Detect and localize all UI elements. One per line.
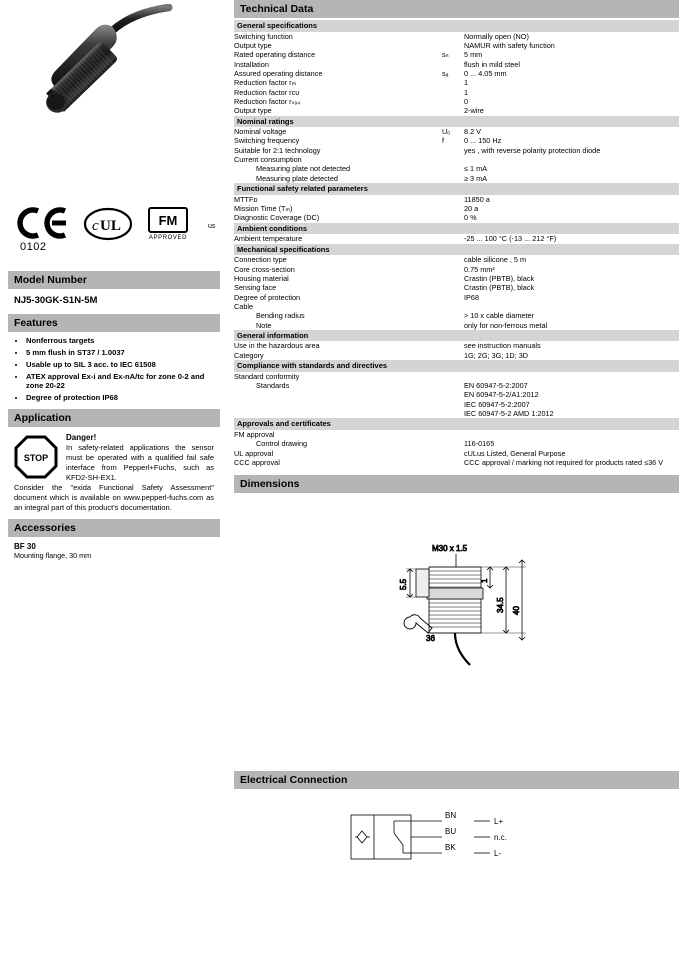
table-cell-symbol	[442, 351, 464, 360]
terminal-nc: n.c.	[494, 833, 507, 843]
table-cell-value: 20 a	[464, 204, 479, 214]
list-item: • ATEX approval Ex-i and Ex-nA/tc for zone 0-2 and zone 20-22	[26, 372, 220, 391]
table-cell-value: cable silicone , 5 m	[464, 255, 527, 265]
wire-code-bk: BK	[445, 843, 456, 853]
table-cell-value: CCC approval / marking not required for products rated ≤36 V	[464, 457, 664, 467]
technical-data-heading: Technical Data	[234, 0, 679, 18]
table-cell-symbol	[442, 321, 464, 330]
table-row	[234, 146, 679, 155]
dim-40: 40	[512, 606, 521, 616]
technical-data-table	[234, 20, 679, 467]
table-cell-symbol	[442, 430, 464, 439]
table-cell-symbol	[442, 265, 464, 274]
table-cell-value: 0 ... 150 Hz	[464, 136, 502, 146]
table-cell-label: Cable	[234, 301, 254, 311]
table-cell-symbol	[442, 293, 464, 302]
table-row	[234, 274, 679, 283]
table-row	[234, 449, 679, 458]
table-cell-value: 116-0165	[464, 439, 495, 449]
right-column	[234, 0, 685, 959]
table-cell-symbol	[442, 302, 464, 311]
table-row	[234, 164, 679, 173]
table-row	[234, 50, 679, 59]
table-row	[234, 213, 679, 222]
list-item: • Degree of protection IP68	[26, 393, 220, 402]
table-cell-value: Crastin (PBTB), black	[464, 273, 535, 283]
table-cell-value	[464, 302, 679, 311]
table-row	[234, 127, 679, 136]
table-row	[234, 106, 679, 115]
table-cell-label: Ambient temperature	[234, 234, 303, 244]
table-cell-symbol: sₙ	[442, 50, 449, 60]
table-group-label: Compliance with standards and directives	[234, 360, 679, 372]
table-cell-label: Suitable for 2:1 technology	[234, 145, 321, 155]
table-cell-value: 0 ... 4.05 mm	[464, 68, 507, 78]
table-cell-label: Connection type	[234, 255, 287, 265]
terminal-lminus: L-	[494, 849, 502, 859]
dim-36: 36	[426, 634, 435, 644]
table-cell-value: 0	[464, 96, 469, 106]
table-cell-label: Switching frequency	[234, 136, 300, 146]
dimensions-drawing	[234, 495, 679, 763]
table-cell-value: Normally open (NO)	[464, 31, 529, 41]
table-row	[234, 155, 679, 164]
table-cell-label: Standards	[256, 381, 290, 390]
table-cell-label: Sensing face	[234, 283, 277, 293]
table-cell-value: ≥ 3 mA	[464, 173, 488, 183]
table-row	[234, 341, 679, 350]
table-group-label: Approvals and certificates	[234, 418, 679, 430]
table-cell-symbol	[442, 311, 464, 320]
table-cell-label: Diagnostic Coverage (DC)	[234, 213, 320, 223]
table-cell-value: 1G; 2G; 3G; 1D; 3D	[464, 350, 529, 360]
wire-code-bu: BU	[445, 827, 457, 837]
fm-box: FM	[148, 207, 188, 233]
table-row	[234, 321, 679, 330]
table-cell-value: flush in mild steel	[464, 59, 520, 69]
table-cell-symbol	[442, 439, 464, 448]
certification-marks	[8, 203, 220, 265]
model-number-value: NJ5-30GK-S1N-5M	[14, 295, 98, 306]
product-photo	[8, 4, 220, 199]
table-row	[234, 69, 679, 78]
table-cell-value: ≤ 1 mA	[464, 164, 488, 174]
table-row	[234, 60, 679, 69]
table-row	[234, 265, 679, 274]
table-row	[234, 458, 679, 467]
table-cell-symbol	[442, 78, 464, 87]
wire-code-bn: BN	[445, 811, 457, 821]
table-cell-label: Control drawing	[256, 439, 308, 449]
accessory-description: Mounting flange, 30 mm	[14, 551, 92, 561]
table-cell-value: Crastin (PBTB), black	[464, 283, 535, 293]
list-item: • Usable up to SIL 3 acc. to IEC 61508	[26, 360, 220, 369]
table-cell-value	[464, 430, 679, 439]
table-cell-label: Bending radius	[256, 311, 305, 321]
table-cell-label: Installation	[234, 59, 269, 69]
table-cell-symbol	[442, 41, 464, 50]
table-row	[234, 136, 679, 145]
table-cell-symbol: Uₒ	[442, 127, 451, 137]
table-cell-label: Output type	[234, 106, 272, 116]
table-group-label: General specifications	[234, 20, 679, 32]
table-row	[234, 174, 679, 183]
table-group-row	[234, 418, 679, 430]
table-row	[234, 234, 679, 243]
table-cell-label: Assured operating distance	[234, 68, 323, 78]
table-row	[234, 372, 679, 381]
model-number-heading: Model Number	[8, 271, 220, 289]
table-cell-symbol	[442, 146, 464, 155]
table-cell-value	[464, 372, 679, 381]
table-cell-value: -25 ... 100 °C (-13 ... 212 °F)	[464, 234, 557, 244]
table-row	[234, 351, 679, 360]
table-cell-symbol	[442, 449, 464, 458]
table-cell-label: Measuring plate detected	[256, 173, 338, 183]
table-cell-symbol	[442, 60, 464, 69]
table-group-row	[234, 244, 679, 256]
table-cell-label: Reduction factor rᴄᴜ	[234, 87, 300, 97]
table-cell-symbol	[442, 283, 464, 292]
table-row	[234, 311, 679, 320]
table-cell-value: EN 60947-5-2:2007 EN 60947-5-2/A1:2012 IEC 60947-5-2:2007 IEC 60947-5-2 AMD 1:2012	[464, 381, 554, 418]
table-cell-symbol: sₐ	[442, 68, 449, 78]
electrical-connection-drawing	[234, 791, 679, 891]
table-cell-label: Switching function	[234, 31, 293, 41]
table-cell-symbol	[442, 97, 464, 106]
table-row	[234, 32, 679, 41]
danger-text-2: Consider the "exida Functional Safety Assessment" document which is available on www.pepperl-fuchs.com as an integral part of this product's documentation.	[14, 483, 214, 513]
table-cell-symbol	[442, 341, 464, 350]
table-group-label: Functional safety related parameters	[234, 183, 679, 195]
table-group-label: Ambient conditions	[234, 223, 679, 235]
svg-text:STOP: STOP	[23, 452, 49, 463]
table-cell-label: Note	[256, 320, 272, 330]
table-cell-value: NAMUR with safety function	[464, 40, 555, 50]
table-cell-label: UL approval	[234, 448, 274, 458]
table-cell-label: Nominal voltage	[234, 127, 287, 137]
table-row	[234, 439, 679, 448]
table-row	[234, 78, 679, 87]
table-group-row	[234, 20, 679, 32]
dim-1: 1	[480, 578, 489, 584]
table-cell-label: MTTFᴅ	[234, 194, 258, 204]
svg-text:UL: UL	[100, 218, 121, 234]
table-cell-symbol	[442, 372, 464, 381]
table-cell-value: 2-wire	[464, 106, 484, 116]
table-cell-label: Housing material	[234, 273, 289, 283]
table-row	[234, 97, 679, 106]
application-heading: Application	[8, 409, 220, 427]
accessory-name: BF 30	[14, 542, 36, 552]
danger-text: In safety-related applications the sensor must be operated with a qualified fail safe interface from Pepperl+Fuchs, such as KFD2-SH-EX1.	[66, 442, 214, 482]
table-cell-label: Category	[234, 350, 264, 360]
left-column	[0, 0, 228, 959]
table-row	[234, 293, 679, 302]
table-row	[234, 430, 679, 439]
svg-text:c: c	[92, 218, 99, 234]
table-cell-symbol	[442, 234, 464, 243]
table-cell-label: Degree of protection	[234, 292, 301, 302]
table-cell-label: Reduction factor rₛ₉₄	[234, 96, 301, 106]
electrical-connection-heading: Electrical Connection	[234, 771, 679, 789]
stop-sign-icon	[14, 435, 58, 481]
table-cell-symbol	[442, 255, 464, 264]
table-cell-symbol: f	[442, 136, 445, 146]
table-cell-symbol	[442, 274, 464, 283]
table-cell-label: Core cross-section	[234, 264, 295, 274]
table-row	[234, 283, 679, 292]
ul-us-suffix: us	[208, 223, 216, 230]
table-group-label: Mechanical specifications	[234, 244, 679, 256]
table-row	[234, 41, 679, 50]
dimensions-heading: Dimensions	[234, 475, 679, 493]
table-row	[234, 88, 679, 97]
fm-approved-label: APPROVED	[148, 235, 188, 241]
table-cell-value: 1	[464, 87, 469, 97]
table-cell-value: 5 mm	[464, 50, 483, 60]
table-row	[234, 255, 679, 264]
accessories-heading: Accessories	[8, 519, 220, 537]
table-group-label: General information	[234, 330, 679, 342]
table-cell-symbol	[442, 195, 464, 204]
ce-mark-icon	[16, 207, 68, 241]
features-heading: Features	[8, 314, 220, 332]
table-cell-label: CCC approval	[234, 457, 280, 467]
table-cell-label: Rated operating distance	[234, 50, 316, 60]
dim-5-5: 5.5	[399, 579, 408, 591]
table-cell-symbol	[442, 164, 464, 173]
table-cell-label: Current consumption	[234, 155, 302, 165]
table-cell-value: 11850 a	[464, 194, 490, 204]
fm-mark-icon	[148, 207, 192, 241]
dim-thread-label: M30 x 1.5	[432, 544, 468, 554]
table-cell-value: 8.2 V	[464, 127, 482, 137]
table-cell-value: see instruction manuals	[464, 341, 541, 351]
danger-title: Danger!	[66, 432, 97, 442]
table-cell-symbol	[442, 106, 464, 115]
table-cell-value: > 10 x cable diameter	[464, 311, 534, 321]
table-cell-symbol	[442, 213, 464, 222]
table-cell-value	[464, 155, 679, 164]
terminal-lplus: L+	[494, 817, 504, 827]
table-cell-label: Reduction factor rₘ	[234, 78, 297, 88]
table-cell-symbol	[442, 155, 464, 164]
table-row	[234, 381, 679, 418]
table-cell-label: Use in the hazardous area	[234, 341, 320, 351]
table-cell-value: yes , with reverse polarity protection diode	[464, 145, 601, 155]
ce-notified-body-number: 0102	[20, 241, 47, 253]
table-cell-value: IP68	[464, 292, 480, 302]
table-cell-value: 0.75 mm²	[464, 264, 495, 274]
table-row	[234, 195, 679, 204]
table-group-row	[234, 116, 679, 128]
table-group-label: Nominal ratings	[234, 116, 679, 128]
table-row	[234, 302, 679, 311]
table-cell-label: FM approval	[234, 429, 275, 439]
table-group-row	[234, 330, 679, 342]
table-cell-symbol	[442, 381, 464, 418]
table-row	[234, 204, 679, 213]
table-cell-value: cULus Listed, General Purpose	[464, 448, 566, 458]
table-cell-label: Standard conformity	[234, 371, 300, 381]
table-group-row	[234, 183, 679, 195]
table-cell-value: 0 %	[464, 213, 477, 223]
table-cell-symbol	[442, 458, 464, 467]
application-block	[8, 427, 220, 513]
list-item: • 5 mm flush in ST37 / 1.0037	[26, 348, 220, 357]
table-cell-label: Output type	[234, 40, 272, 50]
table-cell-symbol	[442, 88, 464, 97]
dim-34-5: 34.5	[496, 597, 505, 614]
table-cell-symbol	[442, 204, 464, 213]
list-item: • Nonferrous targets	[26, 336, 220, 345]
table-cell-value: only for non-ferrous metal	[464, 320, 548, 330]
features-list	[8, 336, 220, 403]
table-group-row	[234, 223, 679, 235]
table-cell-label: Mission Time (Tₘ)	[234, 204, 293, 214]
table-cell-value: 1	[464, 78, 469, 88]
table-cell-label: Measuring plate not detected	[256, 164, 351, 174]
table-cell-symbol	[442, 32, 464, 41]
table-group-row	[234, 360, 679, 372]
table-cell-symbol	[442, 174, 464, 183]
